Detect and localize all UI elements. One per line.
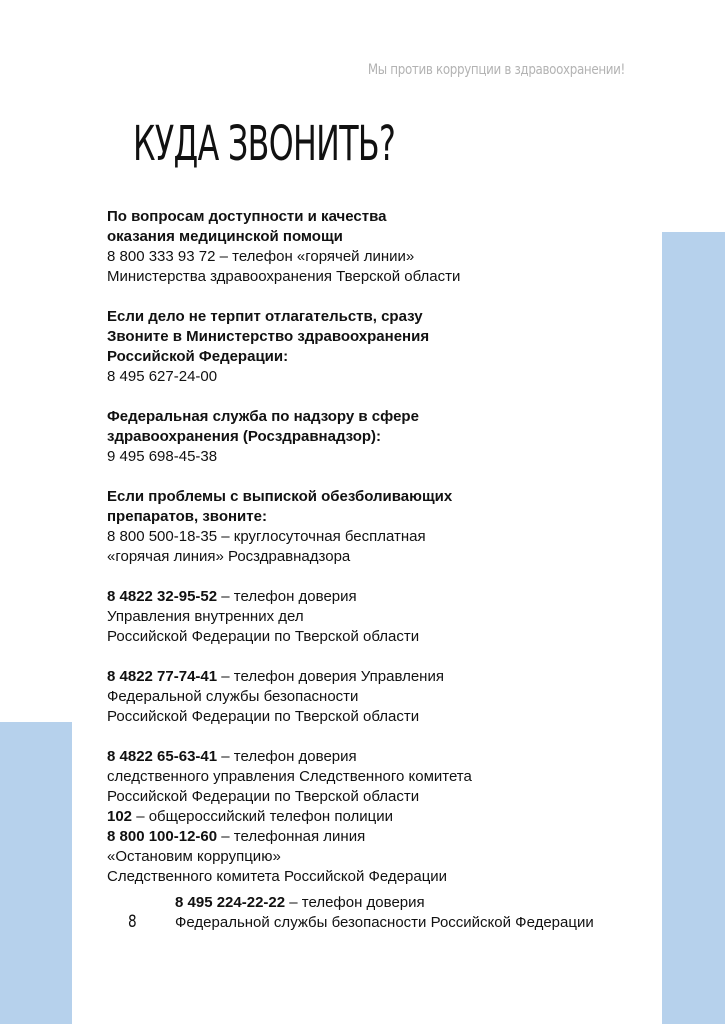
contact-block-ministry (107, 307, 667, 387)
contact-block-fsb-regional (107, 667, 667, 727)
phone-line (107, 667, 667, 687)
phone-number: 8 800 500-18-35 (107, 528, 218, 545)
phone-description: – телефон доверия Управления (217, 668, 444, 685)
contact-block-roszdravnadzor (107, 407, 667, 467)
phone-number: 8 800 100-12-60 (107, 828, 218, 845)
phone-description: – общероссийский телефон полиции (132, 808, 393, 825)
description-line: «Остановим коррупцию» (107, 848, 281, 865)
page-title: КУДА ЗВОНИТЬ? (133, 116, 396, 172)
contacts-list (107, 207, 667, 907)
heading-line: Если дело не терпит отлагательств, сразу (107, 308, 423, 325)
heading-line: Российской Федерации: (107, 348, 289, 365)
phone-number: 8 495 627-24-00 (107, 368, 218, 385)
heading-line: По вопросам доступности и качества (107, 208, 387, 225)
description-line: Федеральной службы безопасности Российской Федерации (175, 914, 594, 931)
phone-description: – телефон доверия (217, 588, 357, 605)
contact-block-police (107, 587, 667, 647)
decorative-band-left (0, 722, 72, 1024)
description-line: Следственного комитета Российской Федерации (107, 868, 448, 885)
heading-line: препаратов, звоните: (107, 508, 267, 525)
contact-block-investigative (107, 747, 667, 887)
description-line: «горячая линия» Росздравнадзора (107, 548, 351, 565)
phone-line (107, 827, 667, 847)
header-tagline: Мы против коррупции в здравоохранении! (367, 62, 625, 78)
phone-number: 8 495 224-22-22 (175, 894, 286, 911)
contact-block-painkillers (107, 487, 667, 567)
description-line: Министерства здравоохранения Тверской области (107, 268, 461, 285)
description-line: Российской Федерации по Тверской области (107, 708, 420, 725)
phone-description: – телефон «горячей линии» (215, 248, 415, 265)
heading-line: здравоохранения (Росздравнадзор): (107, 428, 382, 445)
phone-description: – телефонная линия (217, 828, 366, 845)
heading-line: Если проблемы с выпиской обезболивающих (107, 488, 453, 505)
phone-line (107, 247, 667, 267)
phone-number: 8 800 333 93 72 (107, 248, 216, 265)
phone-line (107, 527, 667, 547)
phone-line (107, 587, 667, 607)
description-line: Управления внутренних дел (107, 608, 304, 625)
contact-block-fsb-federal (175, 893, 594, 933)
phone-number: 9 495 698-45-38 (107, 448, 218, 465)
phone-number: 8 4822 65-63-41 (107, 748, 218, 765)
phone-line (175, 893, 594, 913)
description-line: Федеральной службы безопасности (107, 688, 359, 705)
phone-line (107, 807, 667, 827)
phone-number: 8 4822 32-95-52 (107, 588, 218, 605)
phone-line (107, 747, 667, 767)
phone-number: 8 4822 77-74-41 (107, 668, 218, 685)
phone-number: 102 (107, 808, 133, 825)
description-line: Российской Федерации по Тверской области (107, 788, 420, 805)
heading-line: Федеральная служба по надзору в сфере (107, 408, 419, 425)
heading-line: оказания медицинской помощи (107, 228, 343, 245)
page-number: 8 (128, 912, 137, 932)
phone-description: – телефон доверия (217, 748, 357, 765)
phone-description: – телефон доверия (285, 894, 425, 911)
contact-block-quality (107, 207, 667, 287)
description-line: следственного управления Следственного комитета (107, 768, 472, 785)
decorative-band-right (662, 232, 725, 1024)
phone-description: – круглосуточная бесплатная (217, 528, 426, 545)
heading-line: Звоните в Министерство здравоохранения (107, 328, 430, 345)
description-line: Российской Федерации по Тверской области (107, 628, 420, 645)
